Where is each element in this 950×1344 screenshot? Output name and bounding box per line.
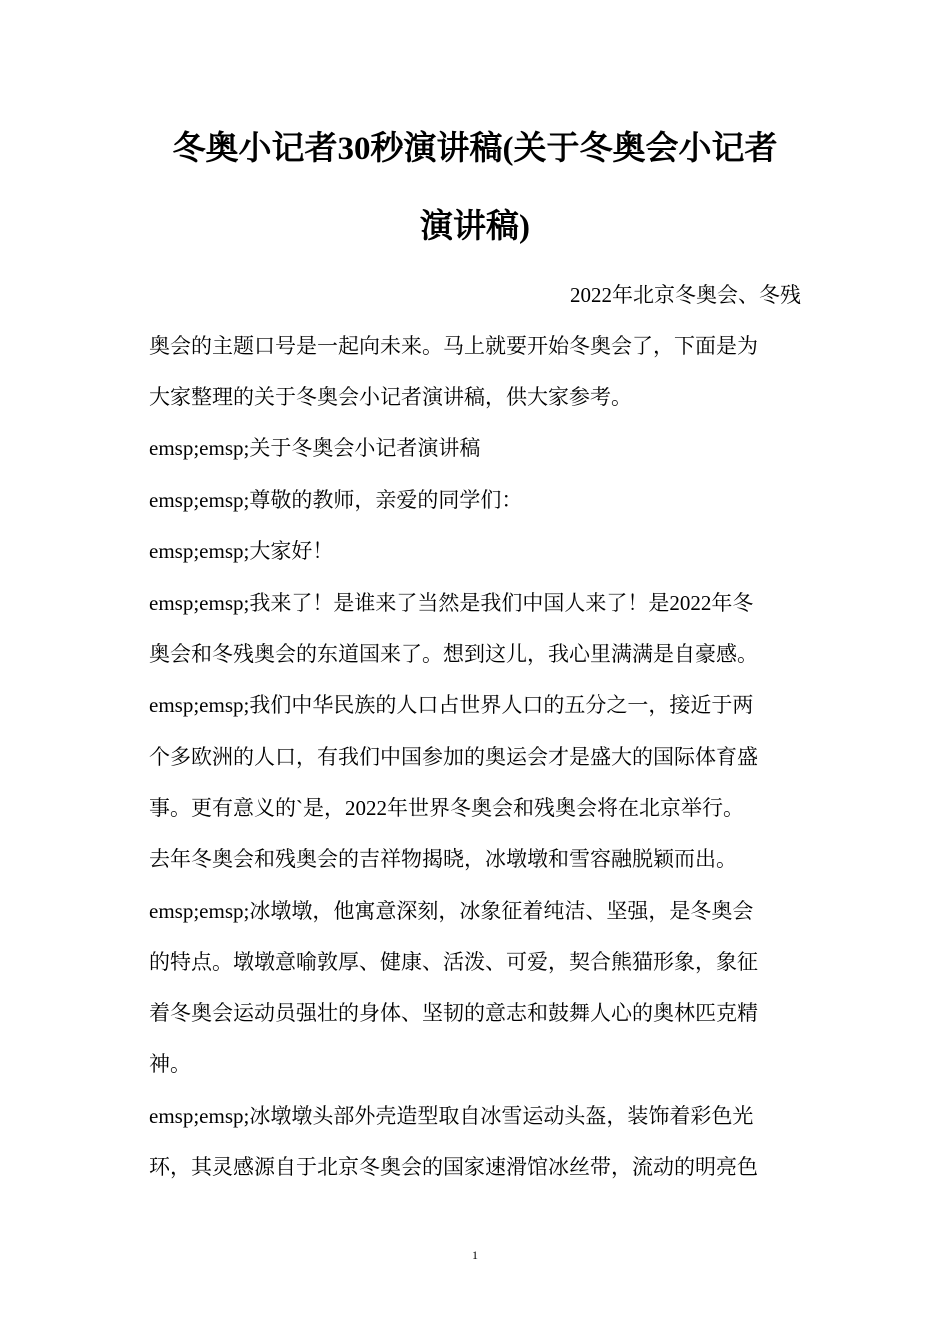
body-line-3: 大家整理的关于冬奥会小记者演讲稿，供大家参考。 bbox=[149, 385, 632, 409]
body-line-8: 奥会和冬残奥会的东道国来了。想到这儿，我心里满满是自豪感。 bbox=[149, 642, 758, 666]
body-line-14: 的特点。墩墩意喻敦厚、健康、活泼、可爱，契合熊猫形象，象征 bbox=[149, 950, 758, 974]
body-line-1: 2022年北京冬奥会、冬残 bbox=[570, 283, 801, 307]
body-line-9: emsp;emsp;我们中华民族的人口占世界人口的五分之一，接近于两 bbox=[149, 693, 754, 717]
body-line-4: emsp;emsp;关于冬奥会小记者演讲稿 bbox=[149, 436, 481, 460]
body-line-15: 着冬奥会运动员强壮的身体、坚韧的意志和鼓舞人心的奥林匹克精 bbox=[149, 1001, 758, 1025]
document-title-line-1: 冬奥小记者30秒演讲稿(关于冬奥会小记者 bbox=[172, 131, 778, 167]
page-number: 1 bbox=[472, 1248, 478, 1262]
document-title-line-2: 演讲稿) bbox=[420, 209, 530, 245]
body-line-11: 事。更有意义的`是，2022年世界冬奥会和残奥会将在北京举行。 bbox=[149, 796, 744, 820]
body-line-5: emsp;emsp;尊敬的教师，亲爱的同学们： bbox=[149, 488, 523, 512]
body-line-12: 去年冬奥会和残奥会的吉祥物揭晓，冰墩墩和雪容融脱颖而出。 bbox=[149, 847, 737, 871]
body-line-7: emsp;emsp;我来了！是谁来了当然是我们中国人来了！是2022年冬 bbox=[149, 591, 754, 615]
body-line-6: emsp;emsp;大家好！ bbox=[149, 539, 334, 563]
body-line-13: emsp;emsp;冰墩墩，他寓意深刻，冰象征着纯洁、坚强，是冬奥会 bbox=[149, 899, 754, 923]
body-line-17: emsp;emsp;冰墩墩头部外壳造型取自冰雪运动头盔，装饰着彩色光 bbox=[149, 1104, 754, 1128]
body-line-10: 个多欧洲的人口，有我们中国参加的奥运会才是盛大的国际体育盛 bbox=[149, 745, 758, 769]
body-line-18: 环，其灵感源自于北京冬奥会的国家速滑馆冰丝带，流动的明亮色 bbox=[149, 1155, 758, 1179]
body-line-16: 神。 bbox=[149, 1052, 191, 1076]
body-line-2: 奥会的主题口号是一起向未来。马上就要开始冬奥会了，下面是为 bbox=[149, 334, 758, 358]
